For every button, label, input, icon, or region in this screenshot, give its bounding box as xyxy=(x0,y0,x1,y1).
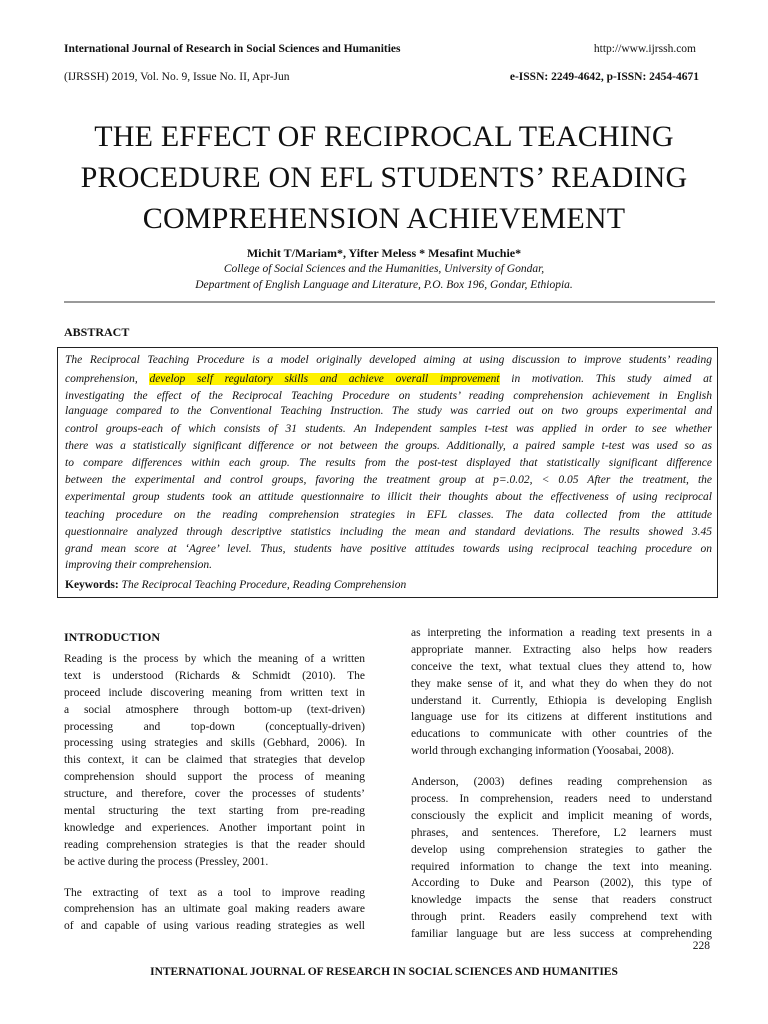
text-line: structure, and therefore, cover the processes of students’ xyxy=(64,788,365,801)
abstract-line xyxy=(65,372,712,386)
text-line: processing and top-down (conceptually-driven) xyxy=(64,720,365,733)
text-line: process. In comprehension, readers need to understand xyxy=(411,793,712,806)
text-line: through print. Readers easily comprehend text with xyxy=(411,911,712,924)
keywords xyxy=(65,579,406,591)
text-line: appropriate manner. Extracting also helps how readers xyxy=(411,643,712,656)
abstract-line: improving their comprehension. xyxy=(65,559,213,571)
text-line: The extracting of text as a tool to improve reading xyxy=(64,886,365,899)
keywords-label: Keywords: xyxy=(65,579,119,591)
text-line: they make sense of it, and what they do when they do not xyxy=(411,677,712,690)
text-line: understand it. Currently, Ethiopia is developing English xyxy=(411,694,712,707)
text-line: this context, it can be claimed that strategies that develop xyxy=(64,754,365,767)
journal-name: International Journal of Research in Social Sciences and Humanities xyxy=(64,43,401,55)
abstract-text: in motivation. This study aimed at xyxy=(511,373,713,385)
text-line: language use for its citizens at different institutions and xyxy=(411,711,712,724)
authors: Michit T/Mariam*, Yifter Meless * Mesafint Muchie* xyxy=(246,246,522,260)
abstract-line: The Reciprocal Teaching Procedure is a model originally developed aiming at using discussion to improve students’ reading xyxy=(65,354,712,366)
text-line: familiar language but are less success at comprehending xyxy=(411,928,712,941)
paper-title xyxy=(40,116,728,239)
abstract-box xyxy=(57,347,718,598)
abstract-line: experimental group students took an attitude questionnaire to illicit their thoughts about the effectiveness of using reciprocal xyxy=(65,491,712,503)
title-line: PROCEDURE ON EFL STUDENTS’ READING xyxy=(80,161,688,194)
text-line: consciously the explicit and implicit meaning of words, xyxy=(411,809,712,822)
footer-journal-name: INTERNATIONAL JOURNAL OF RESEARCH IN SOCIAL SCIENCES AND HUMANITIES xyxy=(150,966,618,978)
abstract-line: to compare differences within each group. The results from the post-test displayed that statistically significant difference xyxy=(65,457,712,469)
text-line: knowledge impacts the sense that readers construct xyxy=(411,894,712,907)
right-column xyxy=(411,625,712,943)
text-line: phrases, and sentences. Therefore, L2 learners must xyxy=(411,826,712,839)
issue-info: (IJRSSH) 2019, Vol. No. 9, Issue No. II, Apr-Jun xyxy=(64,71,290,83)
text-line: text is understood (Richards & Schmidt (2010). The xyxy=(64,669,365,682)
divider xyxy=(64,301,715,303)
intro-paragraph-2 xyxy=(64,885,365,936)
text-line: be active during the process (Pressley, 2001. xyxy=(64,855,269,868)
abstract-heading: ABSTRACT xyxy=(64,325,130,339)
abstract-line: investigating the effect of the Reciprocal Teaching Procedure on students’ reading comprehension achievement in English xyxy=(65,390,712,402)
text-line: Anderson, (2003) defines reading comprehension as xyxy=(411,776,712,789)
left-column xyxy=(64,629,365,935)
abstract-line: between the experimental and control groups, favoring the treatment group at p=.0.02, < 0.05 After the treatment, the xyxy=(65,474,712,486)
abstract-line: teaching procedure on the reading comprehension strategies in EFL classes. The data collected from the attitude xyxy=(65,509,712,521)
text-line: world through exchanging information (Yoosabai, 2008). xyxy=(411,745,674,758)
right-paragraph-1 xyxy=(411,625,712,760)
text-line: as interpreting the information a reading text presents in a xyxy=(411,627,712,639)
text-line: proceed include discovering meaning from written text in xyxy=(64,686,365,699)
abstract-line: language compared to the Conventional Teaching Instruction. The study was carried out on two groups experimental and xyxy=(65,405,712,417)
text-line: a social atmosphere through bottom-up (text-driven) xyxy=(64,703,365,716)
journal-url[interactable]: http://www.ijrssh.com xyxy=(593,43,696,55)
issn-info: e-ISSN: 2249-4642, p-ISSN: 2454-4671 xyxy=(509,71,699,83)
text-line: required information to change the text into meaning. xyxy=(411,860,712,873)
title-line: THE EFFECT OF RECIPROCAL TEACHING xyxy=(94,120,674,153)
text-line: develop using comprehension strategies to gather the xyxy=(411,843,712,856)
abstract-line: questionnaire analyzed through descriptive statistics including the mean and standard deviations. The results showed 3.45 xyxy=(65,526,712,538)
right-paragraph-2 xyxy=(411,774,712,943)
abstract-line: control groups-each of which consists of 31 students. An Independent samples t-test was applied in order to see whether xyxy=(65,423,712,435)
text-line: educations to communicate with other countries of the xyxy=(411,728,712,741)
text-line: of and capable of using various reading strategies as well xyxy=(64,920,365,933)
abstract-line: there was a statistically significant difference or not between the groups. Additionally, a paired sample t-test was used so as xyxy=(65,440,712,452)
highlighted-text: develop self regulatory skills and achieve overall improvement xyxy=(149,373,500,385)
text-line: mental structuring the text starting from pre-reading xyxy=(64,805,365,818)
keywords-text: The Reciprocal Teaching Procedure, Reading Comprehension xyxy=(121,579,407,591)
text-line: reading comprehension strategies is that the reader should xyxy=(64,838,365,851)
intro-paragraph-1 xyxy=(64,651,365,871)
text-line: processing using strategies and skills (Gebhard, 2006). In xyxy=(64,737,365,750)
page-number: 228 xyxy=(692,940,710,952)
text-line: conceive the text, what textual clues they attend to, how xyxy=(411,660,712,673)
text-line: comprehension has an ultimate goal making readers aware xyxy=(64,903,365,916)
title-line: COMPREHENSION ACHIEVEMENT xyxy=(142,202,626,235)
text-line: comprehension should support the process of meaning xyxy=(64,771,365,784)
affiliation-college: College of Social Sciences and the Humanities, University of Gondar, xyxy=(223,263,545,275)
text-line: Reading is the process by which the meaning of a written xyxy=(64,653,365,665)
abstract-line: grand mean score at ‘Agree’ level. Thus, students have positive attitudes towards using reciprocal teaching procedure on xyxy=(65,543,712,555)
affiliation-department: Department of English Language and Literature, P.O. Box 196, Gondar, Ethiopia. xyxy=(195,279,573,291)
abstract-text: comprehension, xyxy=(65,373,138,385)
text-line: According to Duke and Pearson (2002), this type of xyxy=(411,877,712,890)
text-line: knowledge and experiences. Another important point in xyxy=(64,821,365,834)
introduction-heading: INTRODUCTION xyxy=(64,630,161,644)
